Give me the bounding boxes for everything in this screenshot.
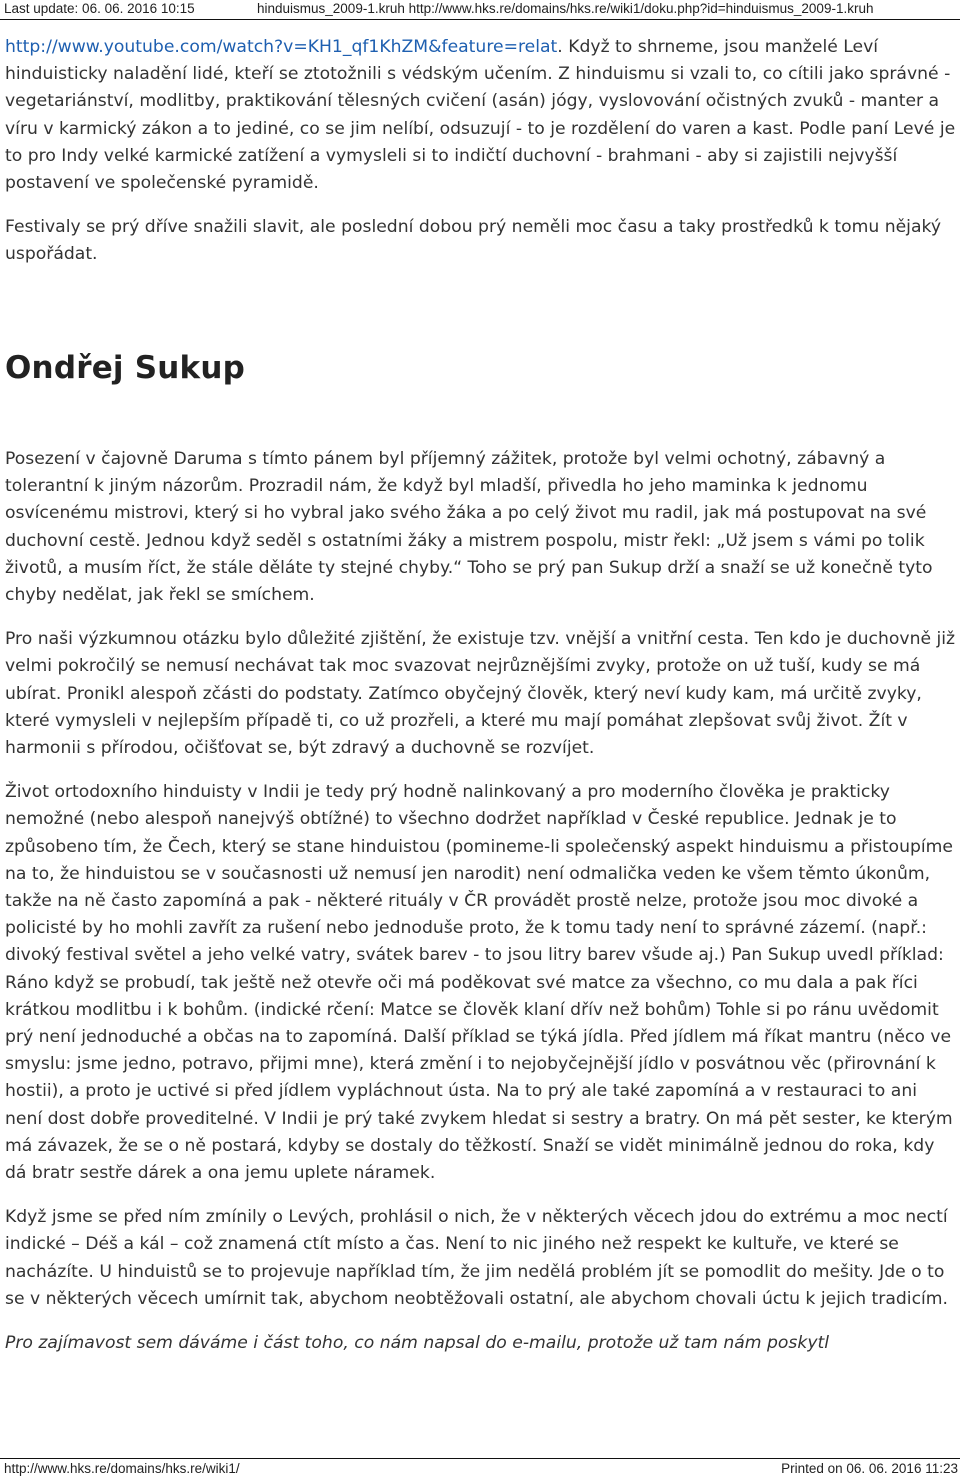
page-footer — [0, 1461, 960, 1478]
header-divider — [0, 19, 960, 20]
italic-note: Pro zajímavost sem dáváme i část toho, co nám napsal do e-mailu, protože už tam nám poskytl — [5, 1333, 830, 1354]
printed-date: Printed on 06. 06. 2016 11:23 — [781, 1461, 958, 1476]
section-heading: Ondřej Sukup — [5, 350, 246, 386]
paragraph-research-question: Pro naši výzkumnou otázku bylo důležité zjištění, že existuje tzv. vnější a vnitřní cesta. Ten kdo je duchovně již velmi pokročilý se nemusí nechávat tak moc svazovat nejrůznějšími zvyky, protože on už tuší, kudy se má ubírat. Pronikl alespoň zčásti do podstaty. Zatímco obyčejný člověk, který neví kudy kam, má určitě zvyky, které vymysleli v nejlepším případě ti, co už prozřeli, a které mu mají pomáhat zlepšovat svůj život. Žít v harmonii s přírodou, očišťovat se, být zdravý a duchovně se rozvíjet. — [5, 629, 956, 759]
paragraph-levi-opinion: Když jsme se před ním zmínily o Levých, prohlásil o nich, že v některých věcech jdou do extrému a moc nectí indické – Déš a kál – což znamená ctít místo a čas. Není to nic jiného než respekt ke kultuře, ve které se nacházíte. U hinduistů se to projevuje například tím, že jim nedělá problém jít se pomodlit do mešity. Jde o to se v některých věcech umírnit tak, abychom neobtěžovali ostatní, ale abychom chovali úctu k jejich tradicím. — [5, 1207, 949, 1309]
paragraph-daruma: Posezení v čajovně Daruma s tímto pánem byl příjemný zážitek, protože byl velmi ochotný, zábavný a tolerantní k jiným názorům. Prozradil nám, že když byl mladší, přivedla ho jeho maminka k jednomu osvícenému mistrovi, který si ho vybral jako svého žáka a po celý život mu radil, jak má postupovat na své duchovní cestě. Jednou když seděl s ostatními žáky a mistrem pospolu, mistr řekl: „Už jsem s vámi po tolik životů, a musím říct, že stále děláte ty stejné chyby.“ Toho se prý pan Sukup drží a snaží se už konečně tyto chyby nedělat, jak řekl se smíchem. — [5, 449, 933, 606]
intro-paragraph-1 — [5, 34, 957, 197]
paragraph-email-note — [5, 1330, 957, 1357]
paragraph-orthodox-life: Život ortodoxního hinduisty v Indii je tedy prý hodně nalinkovaný a pro moderního člověka je prakticky nemožné (nebo alespoň nanejvýš obtížné) to všechno dodržet například v České republice. Jednak je to způsobeno tím, že Čech, který se stane hinduistou (pomineme-li společenský aspekt hinduismu a přistoupíme na to, že hinduistou se v současnosti už nemusí jen narodit) není odmalička veden ke všem těmto úkonům, takže na ně často zapomíná a pak - některé rituály v ČR provádět prostě nelze, protože jsou moc divoké a policisté by ho mohli zavřít za rušení nebo jednoduše proto, že k tomu tady není to správné zázemí. (např.: divoký festival světel a jeho velké vatry, svátek barev - to jsou litry barev všude aj.) Pan Sukup uvedl příklad: Ráno když se probudí, tak ještě než otevře oči má poděkovat své matce za všechno, co mu dala a pak říci krátkou modlitbu i k bohům. (indické rčení: Matce se člověk klaní dřív než bohům) Tohle si po ránu uvědomit prý není jednoduché a občas na to zapomíná. Další příklad se týká jídla. Před jídlem má říkat mantru (něco ve smyslu: jsme jedno, potravo, přijmi mne), která změní i to nejobyčejnější jídlo v posvátnou věc (přirovnání k hostii), a proto je uctivé si před jídlem vypláchnout ústa. Na to prý ale také zapomíná a v restauraci to ani není dost dobře proveditelné. V Indii je prý také zvykem hledat si sestry a bratry. On má pět sester, ke kterým má závazek, že se o ně postará, kdyby se dostaly do těžkostí. Snaží se vidět minimálně jednou do roka, kdy dá bratr sestře dárek a ona jemu uplete náramek. — [5, 782, 953, 1184]
footer-url: http://www.hks.re/domains/hks.re/wiki1/ — [4, 1461, 240, 1476]
page-header — [0, 0, 960, 18]
footer-divider — [0, 1458, 960, 1459]
section-body — [5, 446, 957, 1374]
page-reference: hinduismus_2009-1.kruh http://www.hks.re/domains/hks.re/wiki1/doku.php?id=hinduismus_2009-1.kruh — [257, 1, 874, 16]
document-body — [5, 34, 957, 1354]
youtube-link[interactable]: http://www.youtube.com/watch?v=KH1_qf1KhZM&feature=relat — [5, 37, 558, 57]
last-update: Last update: 06. 06. 2016 10:15 — [4, 1, 195, 16]
intro-paragraph-2: Festivaly se prý dříve snažili slavit, ale poslední dobou prý neměli moc času a taky prostředků k tomu nějaký uspořádat. — [5, 217, 941, 265]
intro-paragraph-1-text: . Když to shrneme, jsou manželé Leví hinduisticky naladění lidé, kteří se ztotožnili s védským učením. Z hinduismu si vzali to, co cítili jako správné - vegetariánství, modlitby, praktikování tělesných cvičení (asán) jógy, vyslovování očistných zvuků - manter a víru v karmický zákon a to jediné, co se jim nelíbí, odsuzují - to je rozdělení do varen a kast. Podle paní Levé je to pro Indy velké karmické zatížení a vymysleli si to indičtí duchovní - brahmani - aby si zajistili nejvyšší postavení ve společenské pyramidě. — [5, 37, 956, 194]
